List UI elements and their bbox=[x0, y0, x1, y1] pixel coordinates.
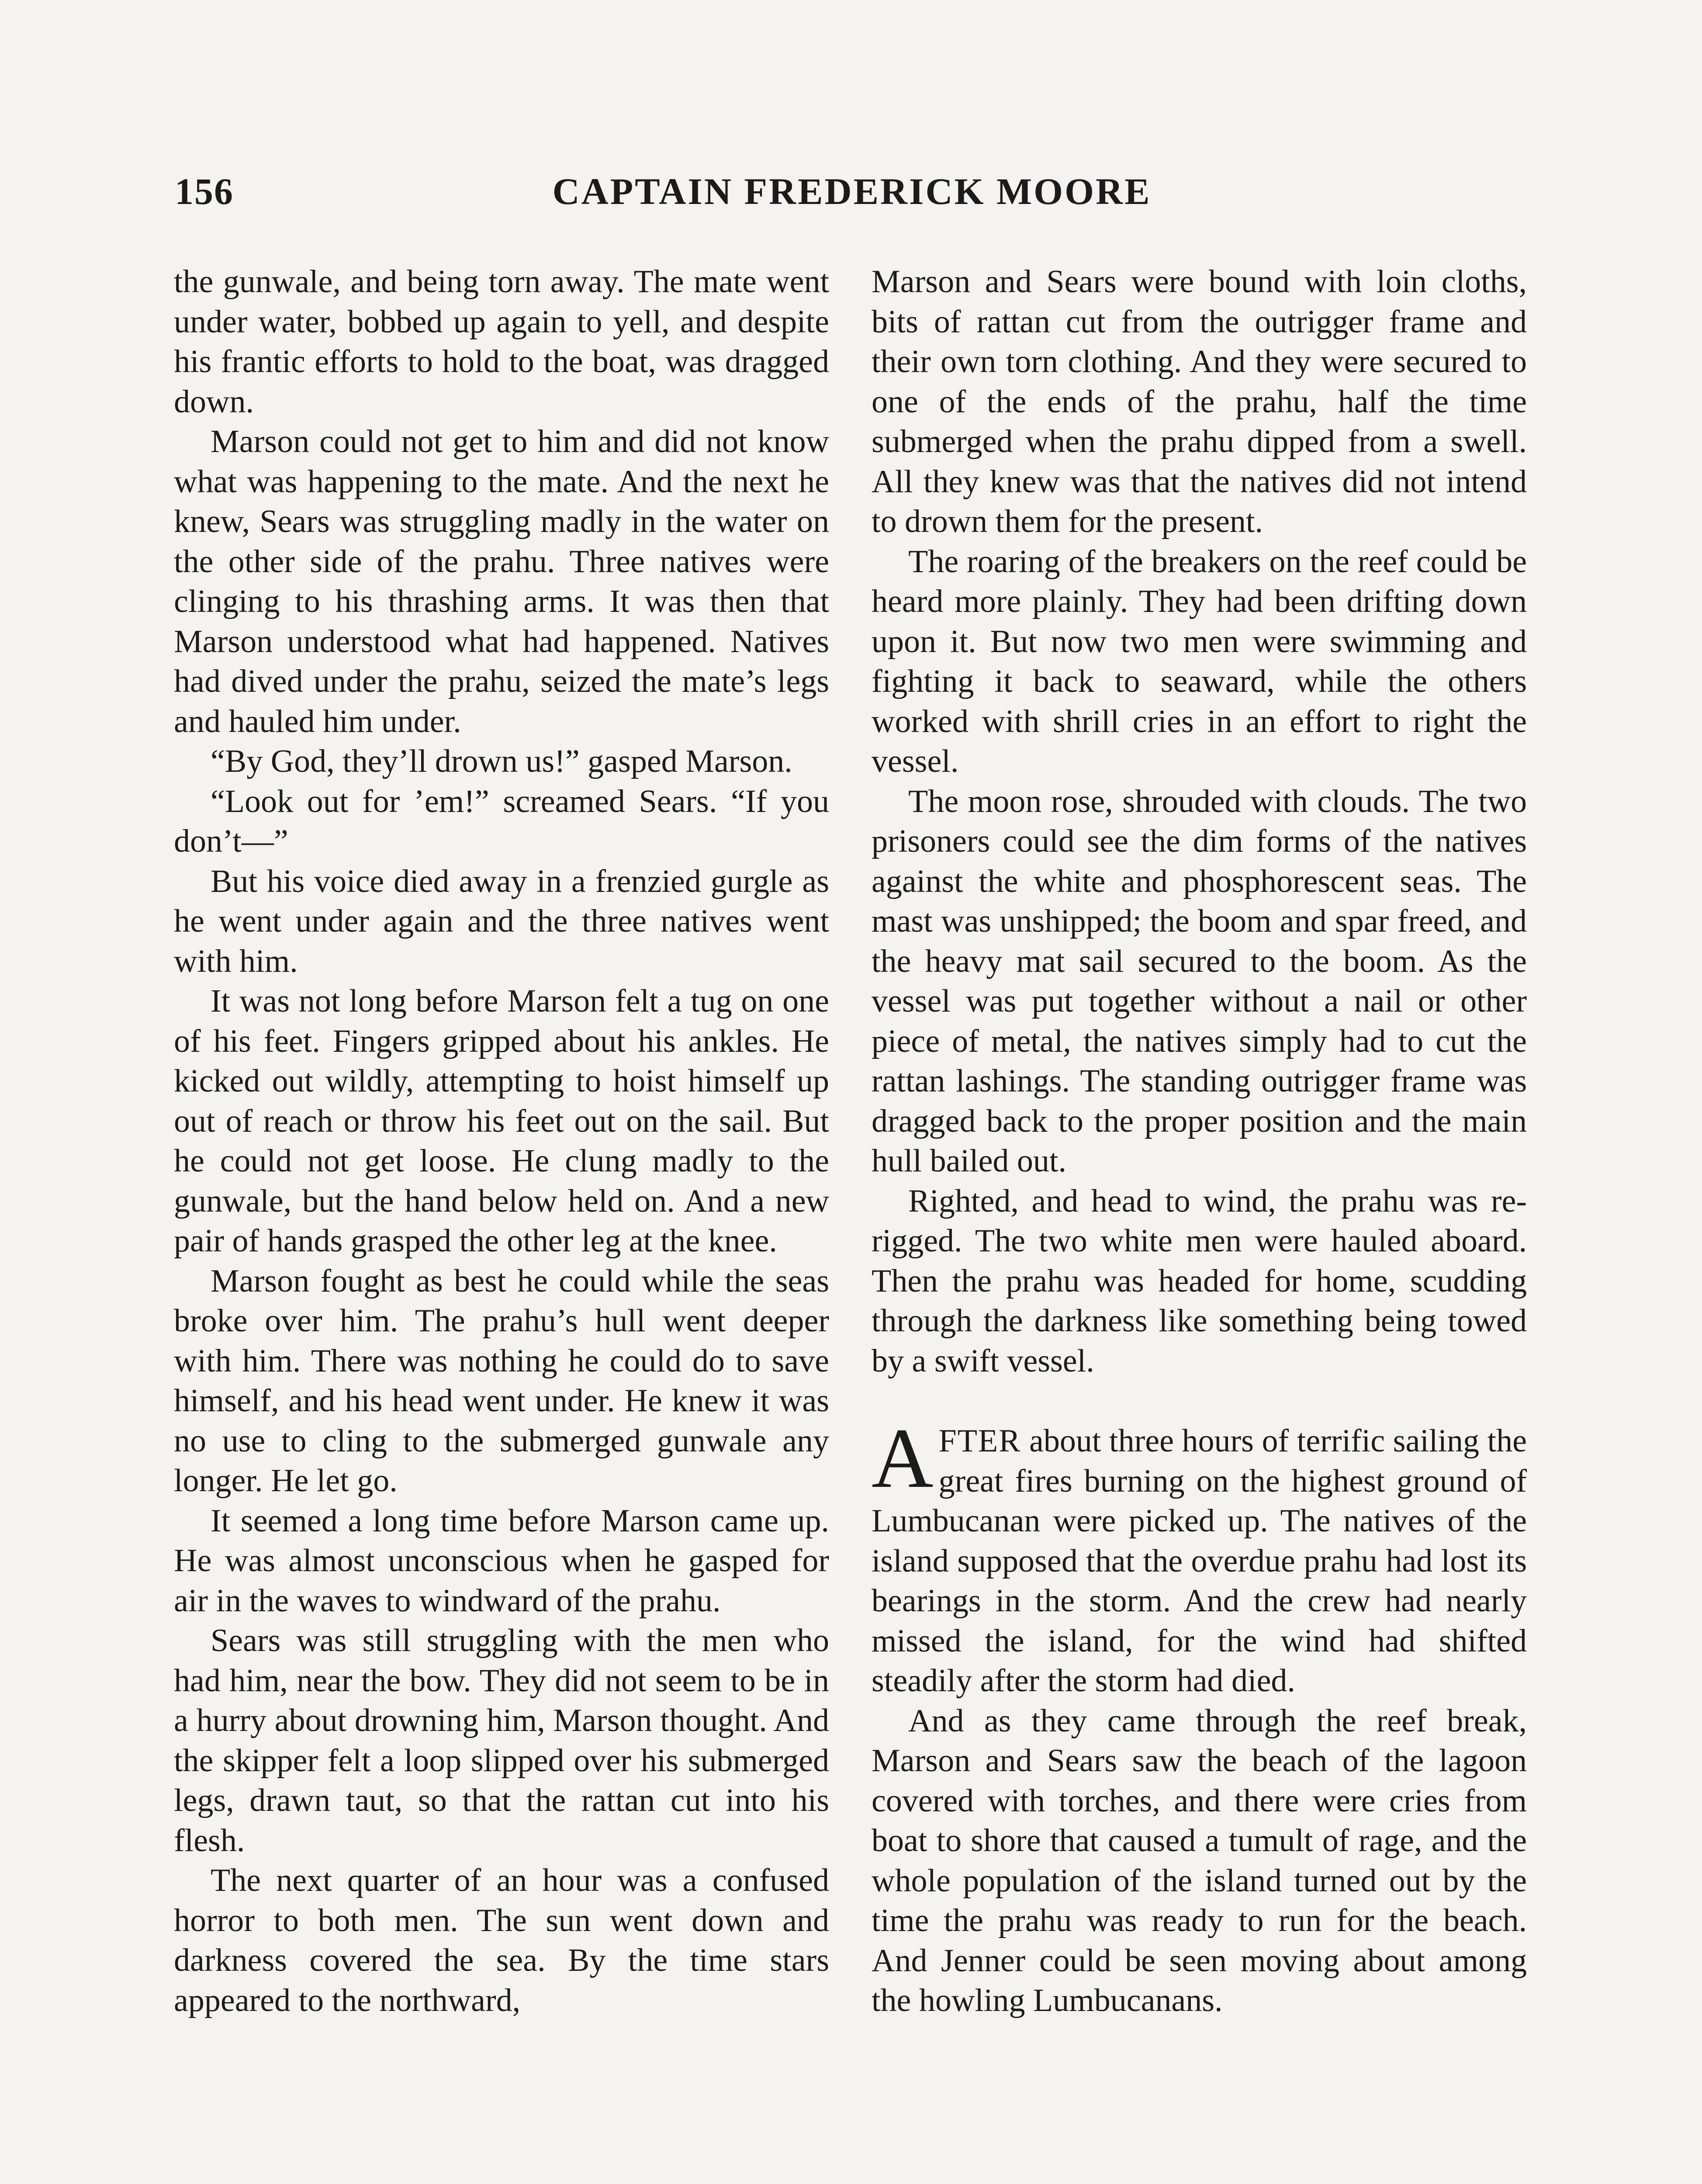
paragraph: the gunwale, and being torn away. The mate went under water, bobbed up again to yell, and despite his frantic efforts to hold to the boat, was dragged down. bbox=[174, 264, 829, 420]
paragraph: Marson and Sears were bound with loin cloths, bits of rattan cut from the outrigger frame and their own torn clothing. And they were secured to one of the ends of the prahu, half the time submerged when the prahu dipped from a swell. All they knew was that the natives did not intend to drown them for the present. bbox=[872, 264, 1527, 539]
paragraph: The roaring of the breakers on the reef could be heard more plainly. They had been drifting down upon it. But now two men were swimming and fighting it back to seaward, while the others worked with shrill cries in an effort to right the vessel. bbox=[872, 543, 1527, 779]
page-number: 156 bbox=[175, 170, 234, 212]
paragraph: It seemed a long time before Marson came up. He was almost unconscious when he gasped for air in the waves to windward of the prahu. bbox=[174, 1503, 829, 1619]
paragraph: Marson could not get to him and did not know what was happening to the mate. And the next he knew, Sears was struggling madly in the water on the other side of the prahu. Three natives were clinging to his thrashing arms. It was then that Marson understood what had happened. Natives had dived under the prahu, seized the mate’s legs and hauled him under. bbox=[174, 424, 829, 740]
paragraph: But his voice died away in a frenzied gurgle as he went under again and the three natives went with him. bbox=[174, 863, 829, 979]
paragraph: The next quarter of an hour was a confused horror to both men. The sun went down and darkness covered the sea. By the time stars appeared to the northward, bbox=[174, 1863, 829, 2018]
right-column bbox=[872, 262, 1527, 2021]
paragraph: Righted, and head to wind, the prahu was re-rigged. The two white men were hauled aboard. Then the prahu was headed for home, scudding through the darkness like something being towed by a swift vessel. bbox=[872, 1183, 1527, 1379]
paragraph-text: about three hours of terrific sailing the great fires burning on the highest ground of Lumbucanan were picked up. The natives of the island supposed that the overdue prahu had lost its bearings in the storm. And the crew had nearly missed the island, for the wind had shifted steadily after the storm had died. bbox=[872, 1423, 1527, 1699]
paragraph: Marson fought as best he could while the seas broke over him. The prahu’s hull went deeper with him. There was nothing he could do to save himself, and his head went under. He knew it was no use to cling to the submerged gunwale any longer. He let go. bbox=[174, 1263, 829, 1499]
paragraph: “By God, they’ll drown us!” gasped Marson. bbox=[211, 743, 792, 779]
page-header bbox=[175, 169, 1529, 222]
paragraph: “Look out for ’em!” screamed Sears. “If you don’t—” bbox=[174, 783, 829, 859]
drop-cap: A bbox=[872, 1411, 934, 1506]
running-title: CAPTAIN FREDERICK MOORE bbox=[552, 170, 1152, 212]
section-opening-paragraph bbox=[872, 1411, 1527, 1701]
paragraph: And as they came through the reef break, Marson and Sears saw the beach of the lagoon covered with torches, and there were cries from boat to shore that caused a tumult of rage, and the whole population of the island turned out by the time the prahu was ready to run for the beach. And Jenner could be seen moving about among the howling Lumbucanans. bbox=[872, 1703, 1527, 2018]
paragraph: It was not long before Marson felt a tug on one of his feet. Fingers gripped about his ankles. He kicked out wildly, attempting to hoist himself up out of reach or throw his feet out on the sail. But he could not get loose. He clung madly to the gunwale, but the hand below held on. And a new pair of hands grasped the other leg at the knee. bbox=[174, 983, 829, 1259]
paragraph: The moon rose, shrouded with clouds. The two prisoners could see the dim forms of the natives against the white and phosphorescent seas. The mast was unshipped; the boom and spar freed, and the heavy mat sail secured to the boom. As the vessel was put together without a nail or other piece of metal, the natives simply had to cut the rattan lashings. The standing outrigger frame was dragged back to the proper position and the main hull bailed out. bbox=[872, 783, 1527, 1179]
lead-word: FTER bbox=[938, 1423, 1021, 1459]
left-column bbox=[174, 262, 829, 2021]
paragraph: Sears was still struggling with the men who had him, near the bow. They did not seem to be in a hurry about drowning him, Marson thought. And the skipper felt a loop slipped over his submerged legs, drawn taut, so that the rattan cut into his flesh. bbox=[174, 1623, 829, 1859]
